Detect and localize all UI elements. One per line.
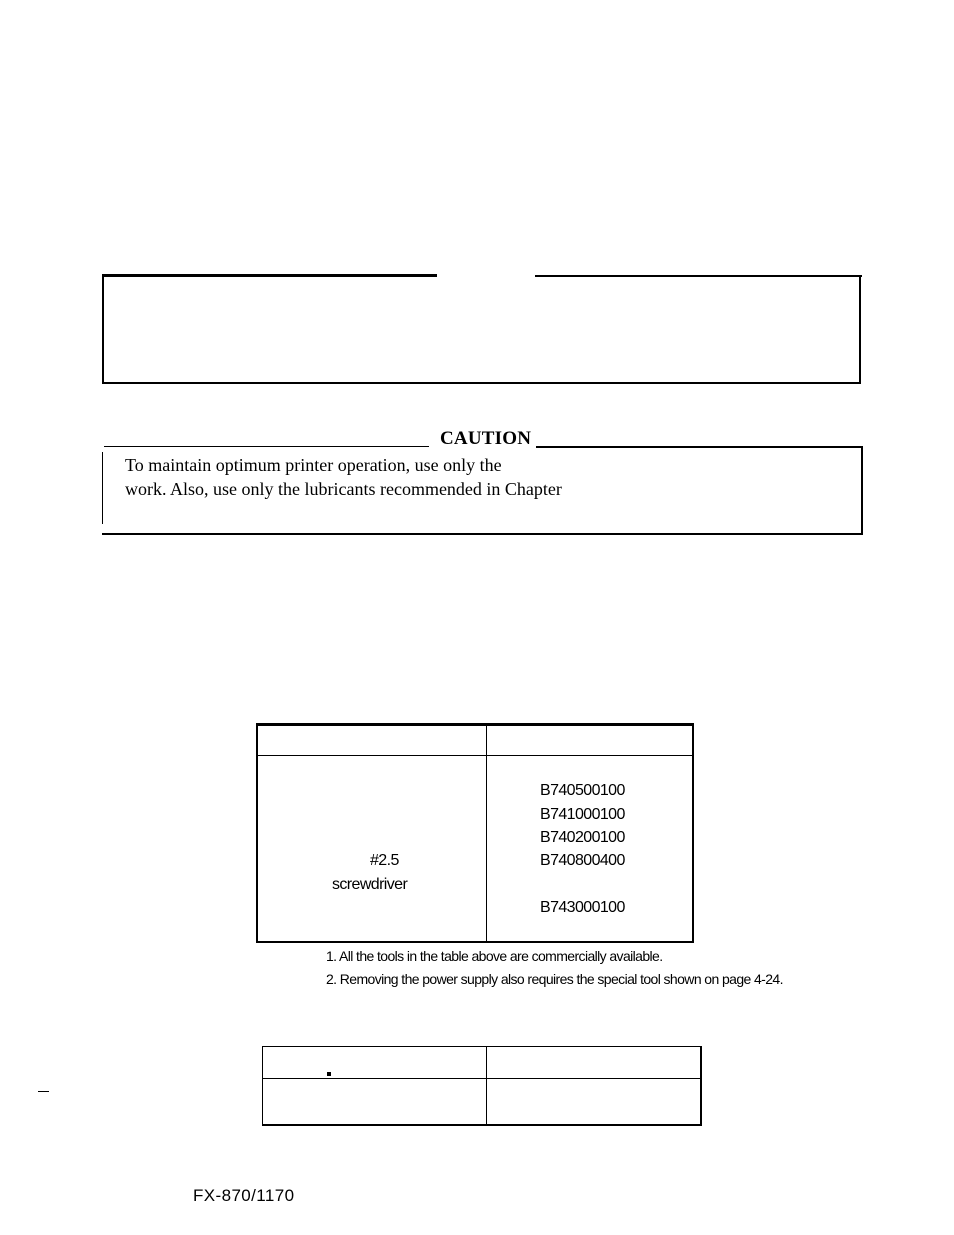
- tool-code: B741000100: [540, 806, 625, 823]
- caution-box-left-rule: [102, 452, 103, 524]
- footer-model-number: FX-870/1170: [193, 1186, 295, 1205]
- warning-box: [102, 276, 861, 384]
- lubricant-table-header-rule: [263, 1078, 700, 1079]
- table-note-1: 1. All the tools in the table above are commercially available.: [326, 948, 663, 964]
- tool-code: B740800400: [540, 852, 625, 869]
- caution-text-line-2: work. Also, use only the lubricants recommended in Chapter: [125, 479, 562, 499]
- tools-table-header-rule: [258, 755, 694, 756]
- margin-mark: [38, 1091, 49, 1092]
- caution-box-top-rule-left: [104, 446, 429, 447]
- tool-code: B740500100: [540, 782, 625, 799]
- caution-title: CAUTION: [440, 428, 532, 449]
- table-note-2: 2. Removing the power supply also requires the special tool shown on page 4-24.: [326, 971, 783, 987]
- lubricant-table: [262, 1046, 702, 1126]
- tool-name: screwdriver: [332, 876, 408, 893]
- tool-code: B740200100: [540, 829, 625, 846]
- bullet-dot: [327, 1072, 331, 1076]
- warning-box-top-rule-right: [535, 275, 862, 277]
- lubricant-table-column-rule: [486, 1047, 487, 1125]
- tool-code: B743000100: [540, 899, 625, 916]
- warning-box-top-rule-left: [102, 274, 437, 277]
- lubricant-table-top-rule: [262, 1046, 701, 1047]
- tool-size: #2.5: [370, 852, 399, 869]
- caution-box-top-rule-right: [536, 446, 863, 448]
- caution-text-line-1: To maintain optimum printer operation, use only the: [125, 455, 502, 475]
- tools-table: [256, 723, 694, 943]
- tools-table-column-rule: [486, 725, 487, 941]
